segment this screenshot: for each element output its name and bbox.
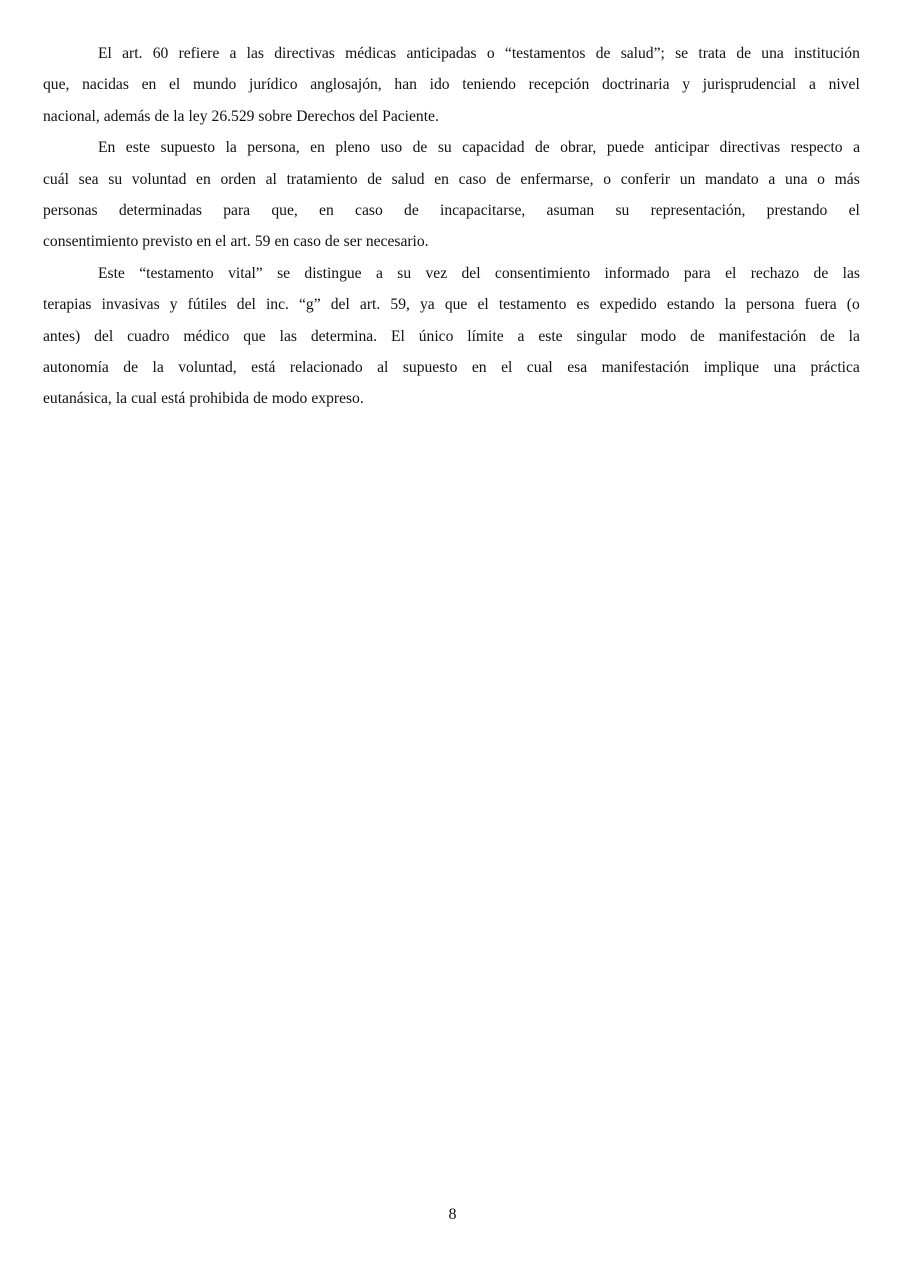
paragraph	[43, 263, 860, 420]
paragraph	[43, 137, 860, 263]
text-line: eutanásica, la cual está prohibida de modo expreso.	[43, 390, 364, 408]
text-line: En este supuesto la persona, en pleno uso de su capacidad de obrar, puede anticipar directivas respecto a	[98, 139, 860, 157]
text-line: El art. 60 refiere a las directivas médicas anticipadas o “testamentos de salud”; se trata de una institución	[98, 45, 860, 62]
text-line: consentimiento previsto en el art. 59 en caso de ser necesario.	[43, 233, 429, 251]
text-line: nacional, además de la ley 26.529 sobre Derechos del Paciente.	[43, 107, 439, 125]
text-line: personas determinadas para que, en caso de incapacitarse, asuman su representación, prestando el	[43, 201, 860, 219]
text-line: autonomía de la voluntad, está relacionado al supuesto en el cual esa manifestación implique una práctica	[43, 358, 860, 376]
text-line: terapias invasivas y fútiles del inc. “g” del art. 59, ya que el testamento es expedido estando la persona fuera (o	[43, 296, 860, 314]
body-text	[43, 43, 860, 420]
paragraph	[43, 43, 860, 137]
text-line: que, nacidas en el mundo jurídico anglosajón, han ido teniendo recepción doctrinaria y jurisprudencial a nivel	[43, 76, 860, 94]
text-line: cuál sea su voluntad en orden al tratamiento de salud en caso de enfermarse, o conferir un mandato a una o más	[43, 170, 860, 188]
page-number: 8	[448, 1206, 457, 1223]
text-line: Este “testamento vital” se distingue a su vez del consentimiento informado para el rechazo de las	[98, 264, 860, 282]
text-line: antes) del cuadro médico que las determina. El único límite a este singular modo de manifestación de la	[43, 327, 860, 345]
